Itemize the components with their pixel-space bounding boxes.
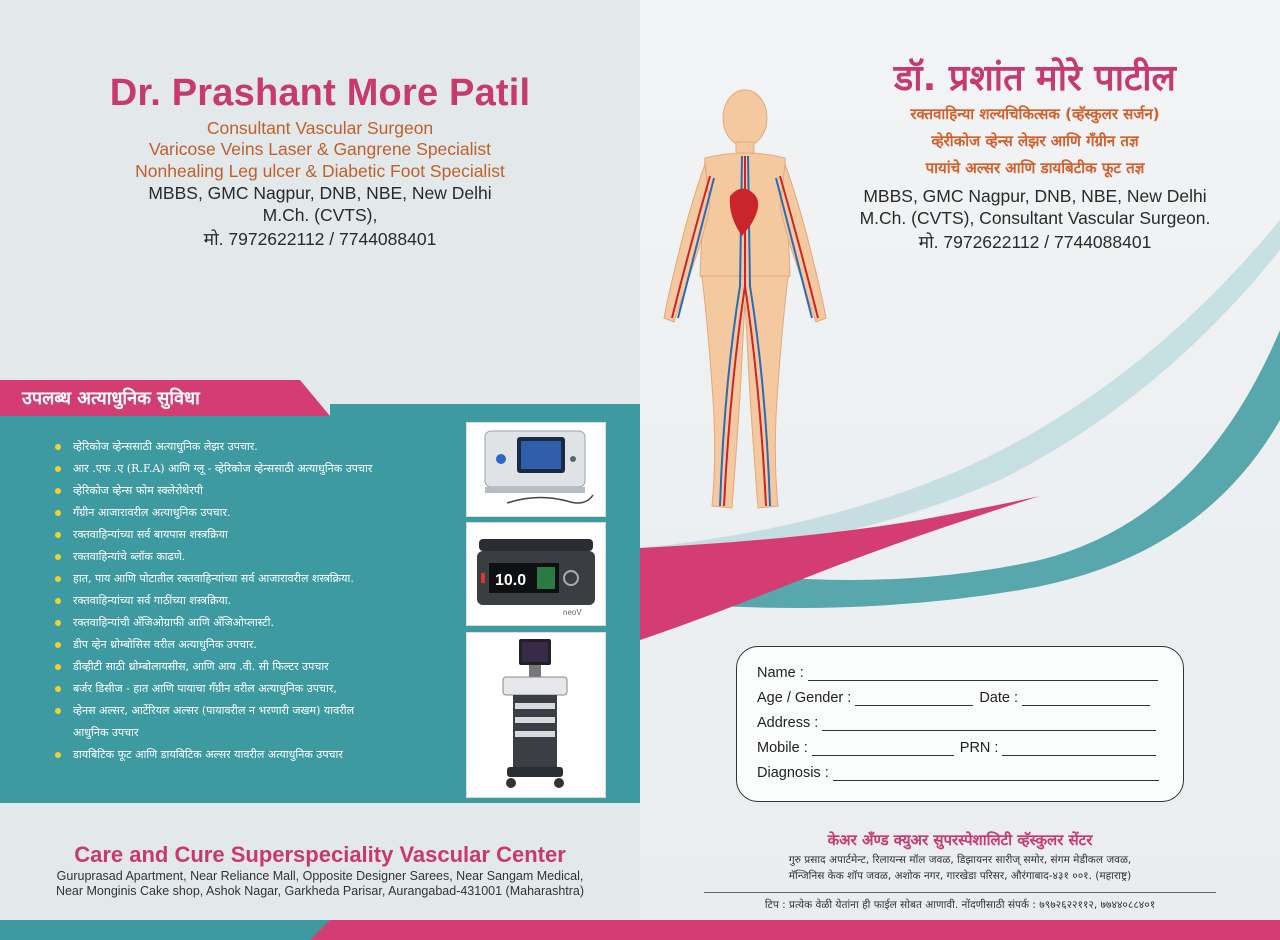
specialty-line: Consultant Vascular Surgeon bbox=[206, 118, 434, 138]
neov-device-image bbox=[466, 522, 606, 626]
name-field[interactable]: Name : bbox=[757, 665, 1158, 681]
bullet-icon bbox=[55, 752, 61, 758]
list-item: व्हेनस अल्सर, आर्टेरियल अल्सर (पायावरील न भरणारी जखम) यावरील bbox=[55, 700, 455, 722]
phone-line: मो. 7972622112 / 7744088401 bbox=[918, 232, 1152, 252]
date-label: Date : bbox=[979, 690, 1018, 706]
clinic-address-line: गुरु प्रसाद अपार्टमेन्ट, रिलायन्स मॉल जवळ, डिझायनर सारीज् समोर, संगम मेडीकल जवळ, bbox=[788, 854, 1132, 866]
center-address-line: Near Monginis Cake shop, Ashok Nagar, Garkheda Parisar, Aurangabad-431001 (Maharashtra) bbox=[55, 884, 585, 898]
mobile-field[interactable]: Mobile : PRN : bbox=[757, 740, 1156, 756]
bullet-icon bbox=[55, 466, 61, 472]
facilities-title: उपलब्ध अत्याधुनिक सुविधा bbox=[22, 388, 200, 409]
list-item: बर्जर डिसीज - हात आणि पायाचा गँग्रीन वरील अत्याधुनिक उपचार, bbox=[55, 678, 455, 700]
list-item: रक्तवाहिन्यांच्या सर्व गाठींच्या शस्त्रक्रिया. bbox=[55, 590, 455, 612]
list-item: व्हेरिकोज व्हेन्स फोम स्क्लेरोथेरपी bbox=[55, 480, 455, 502]
center-name-english: Care and Cure Superspeciality Vascular Center bbox=[74, 842, 566, 867]
vascular-body-illustration bbox=[650, 86, 840, 536]
bottom-strip-right bbox=[640, 920, 1280, 940]
clinic-address-line: मॅन्जिनिस केक शॉप जवळ, अशोक नगर, गारखेडा परिसर, औरंगाबाद-४३१ ००१. (महाराष्ट्र) bbox=[788, 870, 1132, 882]
list-item: डीप व्हेन थ्रोम्बोसिस वरील अत्याधुनिक उपचार. bbox=[55, 634, 455, 656]
degree-line: M.Ch. (CVTS), bbox=[262, 205, 378, 225]
teal-band-edge bbox=[330, 404, 640, 416]
bullet-icon bbox=[55, 664, 61, 670]
list-item: डायबिटिक फूट आणि डायबिटिक अल्सर यावरील अत्याधुनिक उपचार bbox=[55, 744, 455, 766]
diagnosis-field[interactable]: Diagnosis : bbox=[757, 765, 1159, 781]
bullet-icon bbox=[55, 642, 61, 648]
patient-form bbox=[736, 646, 1184, 802]
divider bbox=[704, 892, 1216, 893]
list-item: हात, पाय आणि पोटातील रक्तवाहिन्यांच्या सर्व आजारावरील शस्त्रक्रिया. bbox=[55, 568, 455, 590]
prn-label: PRN : bbox=[959, 740, 999, 756]
bullet-icon bbox=[55, 598, 61, 604]
bullet-icon bbox=[55, 488, 61, 494]
bullet-icon bbox=[55, 554, 61, 560]
doctor-name-english: Dr. Prashant More Patil bbox=[109, 72, 531, 114]
bullet-icon bbox=[55, 444, 61, 450]
specialty-line: Nonhealing Leg ulcer & Diabetic Foot Specialist bbox=[135, 161, 505, 181]
bottom-accent bbox=[310, 920, 640, 940]
device-brand: neoV bbox=[563, 608, 582, 617]
list-item: रक्तवाहिन्यांची अँजिओग्राफी आणि अँजिओप्लास्टी. bbox=[55, 612, 455, 634]
facilities-list bbox=[55, 436, 455, 766]
bullet-icon bbox=[55, 620, 61, 626]
specialty-marathi: पायांचे अल्सर आणि डायबिटीक फूट तज्ञ bbox=[925, 159, 1145, 177]
date-field[interactable] bbox=[1022, 694, 1150, 706]
bullet-icon bbox=[55, 532, 61, 538]
degree-line: MBBS, GMC Nagpur, DNB, NBE, New Delhi bbox=[148, 183, 492, 203]
list-item-continuation: आधुनिक उपचार bbox=[73, 726, 139, 739]
right-panel bbox=[640, 0, 1280, 940]
note-line: टिप : प्रत्येक वेळी येतांना ही फाईल सोबत आणावी. नोंदणीसाठी संपर्क : ७९७२६२२११२, ७७४४०८८४०१ bbox=[764, 899, 1156, 911]
doctor-name-marathi: डॉ. प्रशांत मोरे पाटील bbox=[894, 58, 1176, 99]
bullet-icon bbox=[55, 686, 61, 692]
clinic-name-marathi: केअर अँण्ड क्युअर सुपरस्पेशालिटी व्हॅस्कुलर सेंटर bbox=[827, 831, 1093, 849]
center-address-line: Guruprasad Apartment, Near Reliance Mall, Opposite Designer Sarees, Near Sangam Medical, bbox=[56, 869, 584, 883]
list-item: आर .एफ .ए (R.F.A) आणि ग्लू - व्हेरिकोज व्हेन्ससाठी अत्याधुनिक उपचार bbox=[55, 458, 455, 480]
prn-field[interactable] bbox=[1002, 744, 1156, 756]
address-field[interactable]: Address : bbox=[757, 715, 1156, 731]
list-item: व्हेरिकोज व्हेन्ससाठी अत्याधुनिक लेझर उपचार. bbox=[55, 436, 455, 458]
bullet-icon bbox=[55, 576, 61, 582]
list-item: गॅंग्रीन आजारावरील अत्याधुनिक उपचार. bbox=[55, 502, 455, 524]
bullet-icon bbox=[55, 510, 61, 516]
specialty-line: Varicose Veins Laser & Gangrene Specialist bbox=[148, 139, 492, 159]
list-item: डीव्हीटी साठी थ्रोम्बोलायसीस, आणि आय .वी. सी फिल्टर उपचार bbox=[55, 656, 455, 678]
degree-line: MBBS, GMC Nagpur, DNB, NBE, New Delhi bbox=[863, 186, 1207, 206]
age-gender-field[interactable]: Age / Gender : Date : bbox=[757, 690, 1150, 706]
specialty-marathi: व्हेरीकोज व्हेन्स लेझर आणि गँग्रीन तज्ञ bbox=[931, 132, 1139, 150]
laser-device-image bbox=[466, 422, 606, 517]
specialty-marathi: रक्तवाहिन्या शल्यचिकित्सक (व्हॅस्कुलर सर्जन) bbox=[910, 105, 1160, 123]
list-item: रक्तवाहिन्यांच्या सर्व बायपास शस्त्रक्रिया bbox=[55, 524, 455, 546]
phone-line: मो. 7972622112 / 7744088401 bbox=[203, 229, 437, 249]
ultrasound-device-image bbox=[466, 632, 606, 798]
list-item: रक्तवाहिन्यांचे ब्लॉक काढणे. bbox=[55, 546, 455, 568]
bullet-icon bbox=[55, 708, 61, 714]
degree-line: M.Ch. (CVTS), Consultant Vascular Surgeon. bbox=[859, 208, 1211, 228]
device-display-value: 10.0 bbox=[495, 572, 527, 589]
